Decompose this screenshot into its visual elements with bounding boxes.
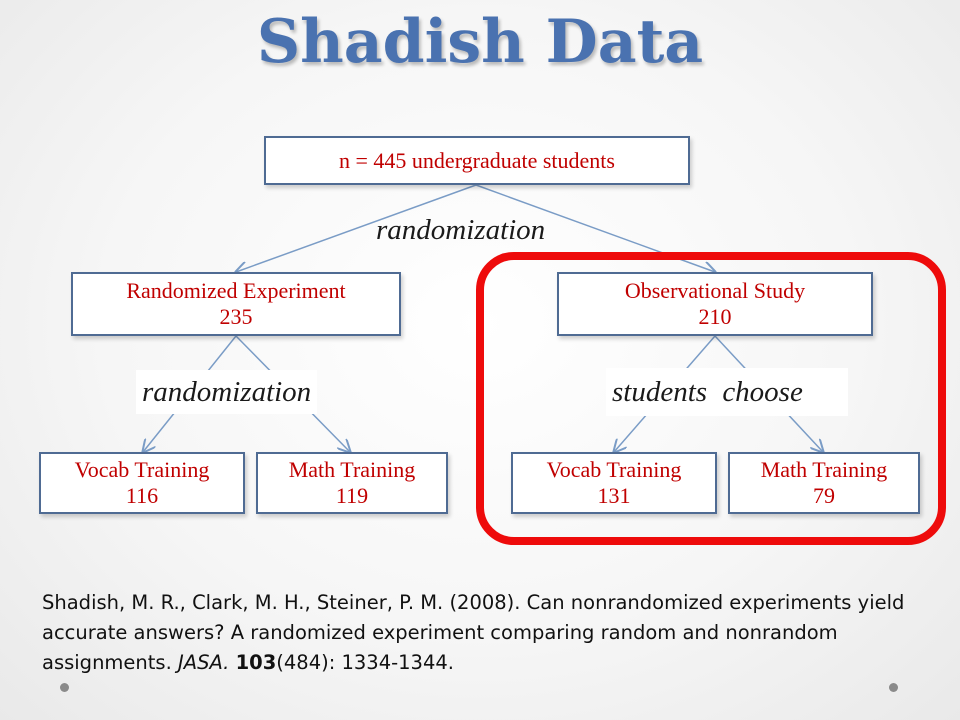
students-word: students	[612, 376, 708, 408]
rand-vocab-training-label: Vocab Training	[74, 457, 210, 482]
rand-math-training-count: 119	[335, 483, 369, 508]
citation	[42, 588, 922, 678]
rand-math-training-node	[256, 452, 448, 514]
citation-volume: 103	[235, 651, 277, 674]
obs-math-training-node	[728, 452, 920, 514]
observational-study-count: 210	[698, 304, 732, 329]
top-randomization-label: randomization	[376, 214, 546, 246]
citation-main: Shadish, M. R., Clark, M. H., Steiner, P. M. (2008). Can nonrandomized experiments yield accurate answers? A randomized experiment comparing random and nonrandom assignments.	[42, 591, 905, 674]
left-randomization-label: randomization	[136, 370, 317, 414]
choose-word: choose	[722, 376, 803, 408]
obs-vocab-training-label: Vocab Training	[546, 457, 682, 482]
observational-study-label: Observational Study	[624, 278, 806, 303]
randomized-experiment-label: Randomized Experiment	[126, 278, 346, 303]
randomized-experiment-count: 235	[219, 304, 253, 329]
obs-vocab-training-node	[511, 452, 717, 514]
page-title: Shadish Data	[256, 7, 704, 77]
rand-vocab-training-node	[39, 452, 245, 514]
bottom-left-dot	[60, 683, 69, 692]
citation-journal: JASA.	[177, 651, 230, 674]
rand-vocab-training-count: 116	[125, 483, 159, 508]
rand-math-training-label: Math Training	[288, 457, 416, 482]
root-node-label: n = 445 undergraduate students	[339, 147, 615, 173]
observational-study-node	[557, 272, 873, 336]
students-choose-label	[606, 368, 848, 416]
randomized-experiment-node	[71, 272, 401, 336]
obs-math-training-count: 79	[813, 483, 835, 508]
root-node	[264, 136, 690, 185]
obs-vocab-training-count: 131	[597, 483, 631, 508]
bottom-right-dot	[889, 683, 898, 692]
obs-math-training-label: Math Training	[760, 457, 888, 482]
citation-issue-pages: (484): 1334-1344.	[276, 651, 454, 674]
